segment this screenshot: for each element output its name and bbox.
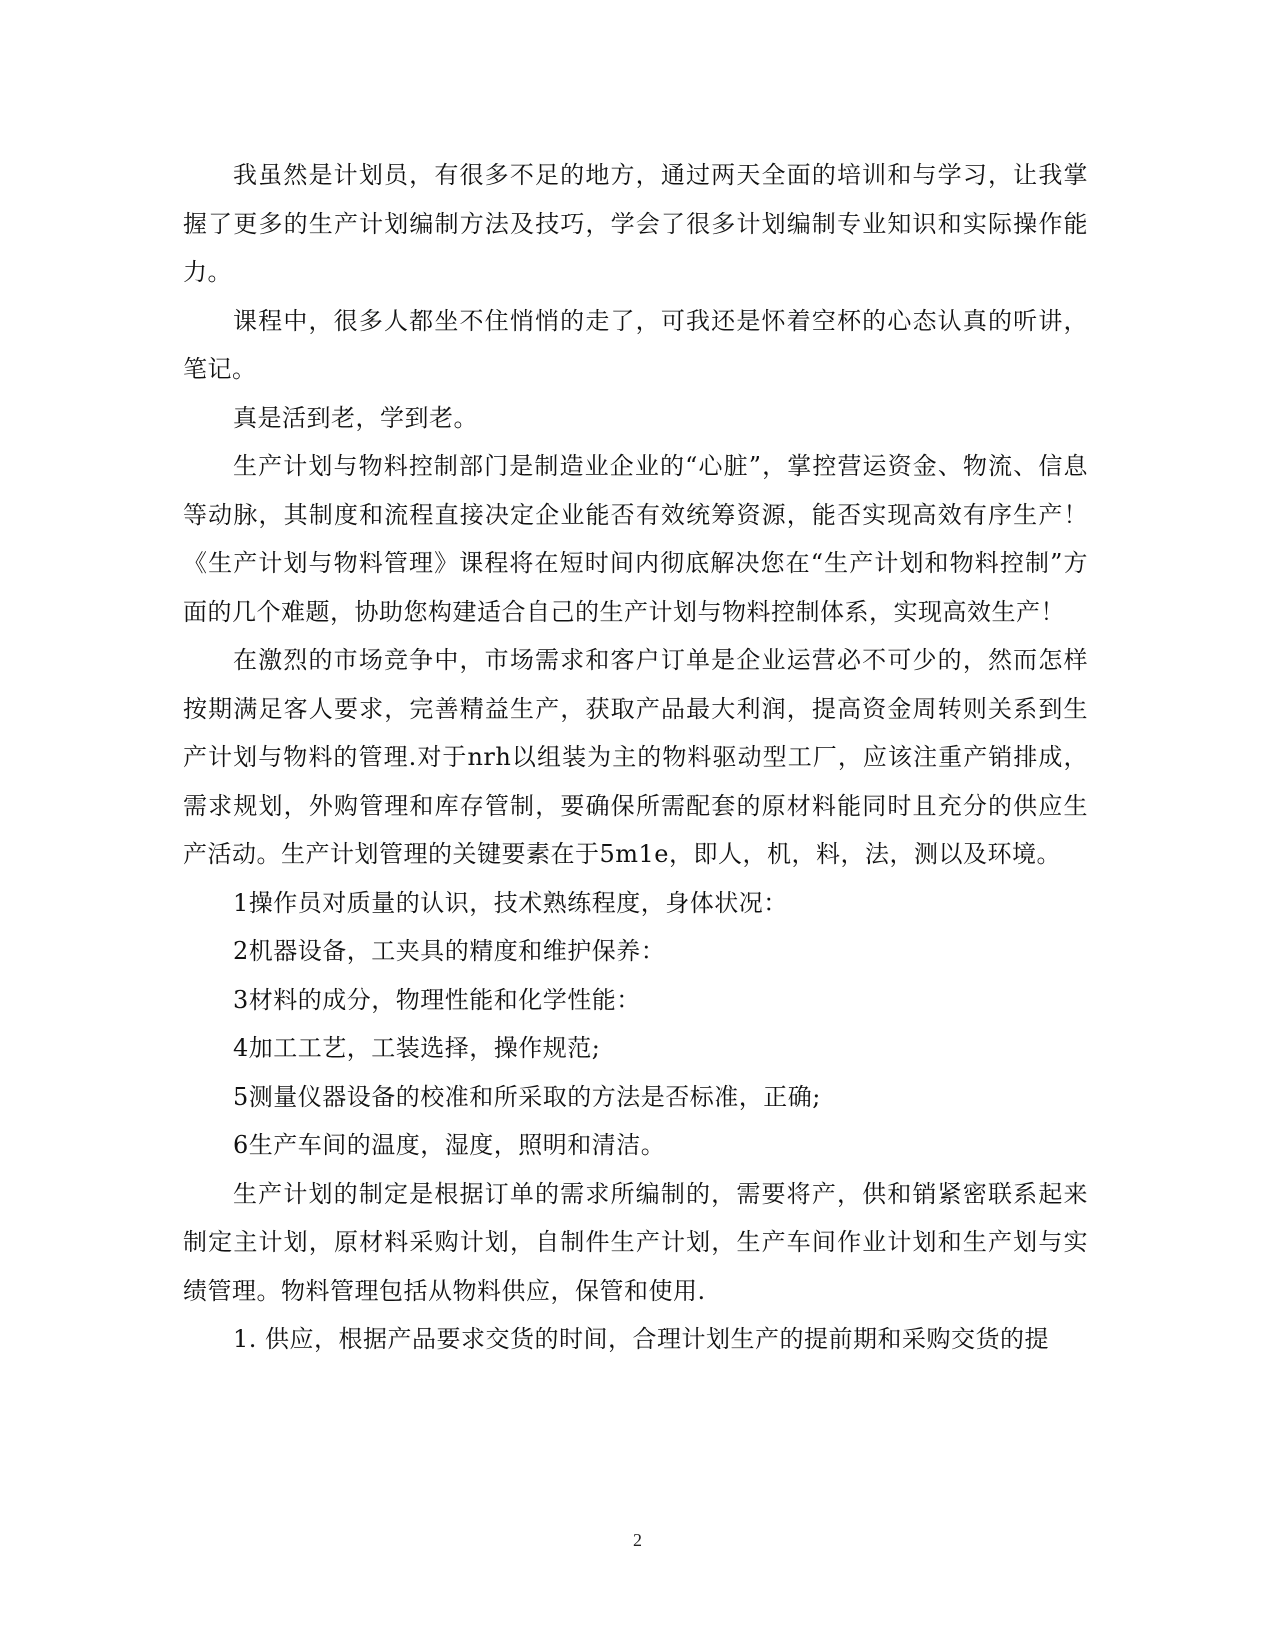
list-item-measurement: 5测量仪器设备的校准和所采取的方法是否标准，正确; xyxy=(233,1082,821,1111)
list-item-environment: 6生产车间的温度，湿度，照明和清洁。 xyxy=(233,1131,666,1159)
list-item-material: 3材料的成分，物理性能和化学性能： xyxy=(233,985,641,1014)
paragraph-course: 课程中，很多人都坐不住悄悄的走了，可我还是怀着空杯的心态认真的听讲，笔记。 xyxy=(183,306,1088,383)
paragraph-intro: 我虽然是计划员，有很多不足的地方，通过两天全面的培训和与学习，让我掌握了更多的生产计划编制方法及技巧，学会了很多计划编制专业知识和实际操作能力。 xyxy=(183,161,1088,286)
document-body xyxy=(183,151,1088,1364)
list-item-method: 4加工工艺，工装选择，操作规范; xyxy=(233,1034,601,1062)
paragraph-plan-making: 生产计划的制定是根据订单的需求所编制的，需要将产，供和销紧密联系起来制定主计划，原材料采购计划，自制件生产计划，生产车间作业计划和生产划与实绩管理。物料管理包括从物料供应，保管和使用. xyxy=(183,1179,1088,1305)
paragraph-pmc-heart: 生产计划与物料控制部门是制造业企业的“心脏”，掌控营运资金、物流、信息等动脉，其制度和流程直接决定企业能否有效统筹资源，能否实现高效有序生产！《生产计划与物料管理》课程将在短时间内彻底解决您在“生产计划和物料控制”方面的几个难题，协助您构建适合自己的生产计划与物料控制体系，实现高效生产！ xyxy=(183,452,1088,626)
list-item-operator: 1操作员对质量的认识，技术熟练程度，身体状况： xyxy=(233,888,788,917)
paragraph-competition: 在激烈的市场竞争中，市场需求和客户订单是企业运营必不可少的，然而怎样按期满足客人要求，完善精益生产，获取产品最大利润，提高资金周转则关系到生产计划与物料的管理.对于nrh以组装为主的物料驱动型工厂，应该注重产销排成，需求规划，外购管理和库存管制，要确保所需配套的原材料能同时且充分的供应生产活动。生产计划管理的关键要素在于5m1e，即人，机，料，法，测以及环境。 xyxy=(183,646,1088,868)
list-item-machine: 2机器设备，工夹具的精度和维护保养： xyxy=(233,937,666,965)
paragraph-supply: 1. 供应，根据产品要求交货的时间，合理计划生产的提前期和采购交货的提 xyxy=(233,1325,1050,1353)
page-number: 2 xyxy=(633,1530,642,1550)
paragraph-learning: 真是活到老，学到老。 xyxy=(233,403,478,432)
